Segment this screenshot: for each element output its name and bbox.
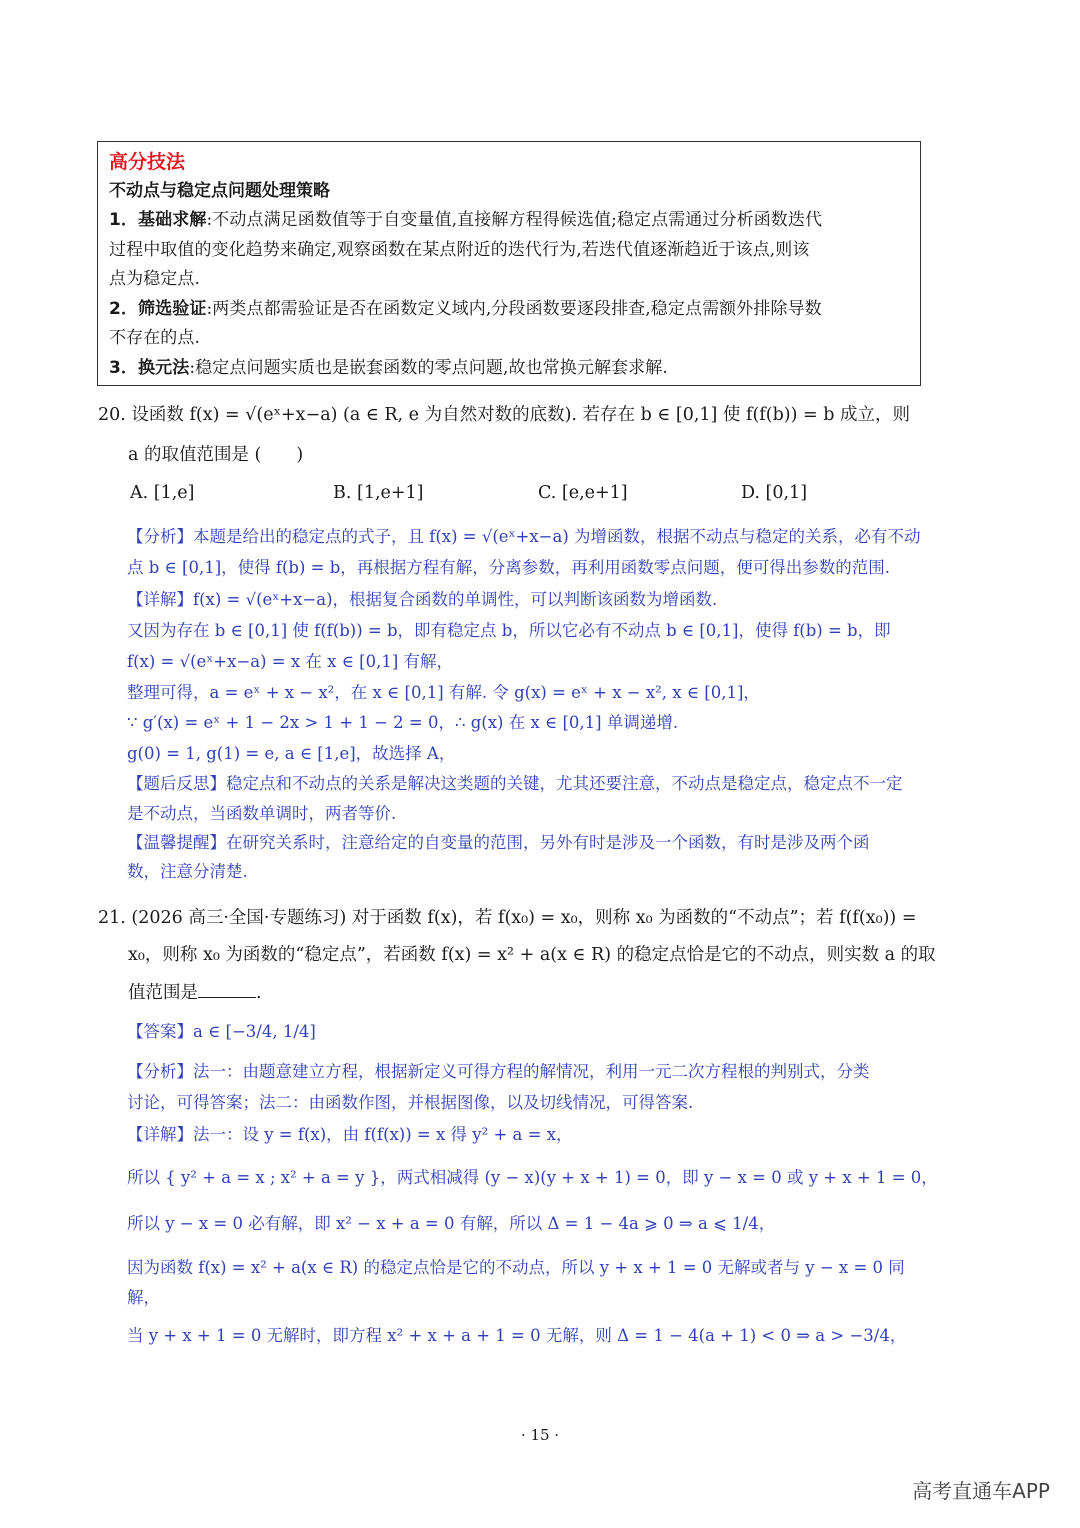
tip-box-subtitle: 不动点与稳定点问题处理策略 [109,181,330,201]
q20-analysis-line: 整理可得，a = eˣ + x − x²，在 x ∈ [0,1] 有解. 令 g(x) = eˣ + x − x², x ∈ [0,1]， [127,683,760,702]
tip-box-title: 高分技法 [109,151,186,173]
q21-analysis-line: 因为函数 f(x) = x² + a(x ∈ R) 的稳定点恰是它的不动点，所以 y + x + 1 = 0 无解或者与 y − x = 0 同 [127,1258,905,1277]
tip-item-3: 3．换元法:稳定点问题实质也是嵌套函数的零点问题,故也常换元解套求解. [109,357,668,378]
q20-analysis-line: ∵ g′(x) = eˣ + 1 − 2x > 1 + 1 − 2 = 0，∴ g(x) 在 x ∈ [0,1] 单调递增. [127,713,679,732]
q20-analysis-line: f(x) = √(eˣ+x−a) = x 在 x ∈ [0,1] 有解， [127,652,454,671]
q20-option-d: D. [0,1] [741,483,808,503]
tip-item-1-cont: 点为稳定点. [109,269,201,289]
q20-analysis-line: 【温馨提醒】在研究关系时，注意给定的自变量的范围，另外有时是涉及一个函数，有时是涉及两个函 [127,833,870,852]
tip-box [97,141,921,386]
tip-item-1-cont: 过程中取值的变化趋势来确定,观察函数在某点附近的迭代行为,若迭代值逐渐趋近于该点,则该 [109,239,810,260]
q20-analysis-line: 【详解】f(x) = √(eˣ+x−a)，根据复合函数的单调性，可以判断该函数为增函数. [127,590,718,609]
q20-stem-line2: a 的取值范围是 ( ) [128,445,304,465]
q20-analysis-line: 数，注意分清楚. [127,862,248,881]
q21-analysis-line: 【分析】法一：由题意建立方程，根据新定义可得方程的解情况，利用一元二次方程根的判别式，分类 [127,1062,870,1081]
q21-stem-line2: x₀，则称 x₀ 为函数的“稳定点”，若函数 f(x) = x² + a(x ∈ R) 的稳定点恰是它的不动点，则实数 a 的取 [128,945,936,965]
tip-item-2-cont: 不存在的点. [109,328,201,348]
q21-stem-line1: 21. (2026 高三·全国·专题练习) 对于函数 f(x)，若 f(x₀) = x₀，则称 x₀ 为函数的“不动点”；若 f(f(x₀)) = [98,908,917,928]
q20-option-c: C. [e,e+1] [538,483,628,503]
q20-analysis-line: 又因为存在 b ∈ [0,1] 使 f(f(b)) = b，即有稳定点 b，所以它必有不动点 b ∈ [0,1]，使得 f(b) = b，即 [127,621,891,640]
q20-analysis-line: 【题后反思】稳定点和不动点的关系是解决这类题的关键，尤其还要注意，不动点是稳定点，稳定点不一定 [127,774,903,793]
q20-option-b: B. [1,e+1] [333,483,424,503]
q20-analysis-line: 【分析】本题是给出的稳定点的式子，且 f(x) = √(eˣ+x−a) 为增函数，根据不动点与稳定的关系，必有不动 [127,527,921,546]
tip-item-1: 1．基础求解:不动点满足函数值等于自变量值,直接解方程得候选值;稳定点需通过分析函数迭代 [109,210,823,230]
q20-analysis-line: 是不动点，当函数单调时，两者等价. [127,804,397,823]
q21-analysis-line: 解， [127,1288,160,1307]
q21-answer: 【答案】a ∈ [−3/4, 1/4] [127,1022,316,1041]
watermark: 高考直通车APP [912,1479,1050,1503]
tip-item-2: 2．筛选验证:两类点都需验证是否在函数定义域内,分段函数要逐段排查,稳定点需额外排除导数 [109,298,822,319]
q20-analysis-line: g(0) = 1, g(1) = e, a ∈ [1,e]，故选择 A， [127,744,456,763]
q21-analysis-line: 所以 { y² + a = x ; x² + a = y }，两式相减得 (y − x)(y + x + 1) = 0，即 y − x = 0 或 y + x + 1 = 0， [127,1168,938,1187]
q21-stem-line3: 值范围是 . [128,983,262,1003]
q20-option-a: A. [1,e] [130,483,195,503]
q21-analysis-line: 讨论，可得答案；法二：由函数作图，并根据图像，以及切线情况，可得答案. [127,1093,694,1112]
q20-stem-line1: 20. 设函数 f(x) = √(eˣ+x−a) (a ∈ R, e 为自然对数的底数). 若存在 b ∈ [0,1] 使 f(f(b)) = b 成立，则 [98,405,911,425]
q21-analysis-line: 所以 y − x = 0 必有解，即 x² − x + a = 0 有解，所以 Δ = 1 − 4a ⩾ 0 ⇒ a ⩽ 1/4， [127,1214,776,1233]
answer-blank [198,983,256,998]
q21-analysis-line: 当 y + x + 1 = 0 无解时，即方程 x² + x + a + 1 = 0 无解，则 Δ = 1 − 4(a + 1) < 0 ⇒ a > −3/4， [127,1326,907,1345]
page-number: · 15 · [520,1426,560,1444]
q20-analysis-line: 点 b ∈ [0,1]，使得 f(b) = b，再根据方程有解，分离参数，再利用函数零点问题，便可得出参数的范围. [127,558,891,577]
q21-analysis-line: 【详解】法一：设 y = f(x)，由 f(f(x)) = x 得 y² + a = x， [127,1125,573,1144]
